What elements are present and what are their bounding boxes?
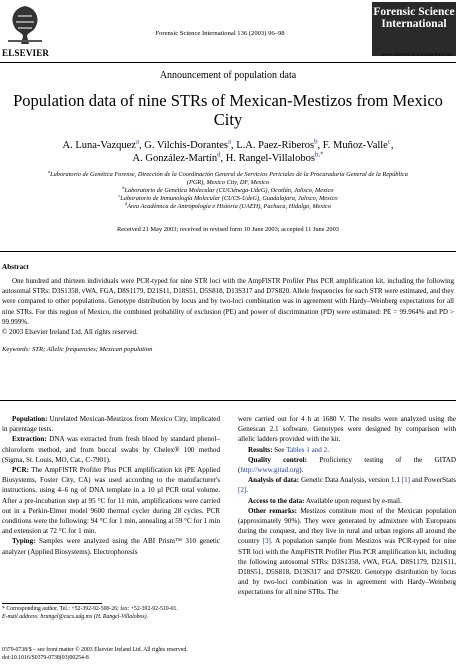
section-results: Results: See Tables 1 and 2. — [248, 445, 329, 454]
reference-link[interactable]: [2] — [238, 486, 247, 495]
author-name: A. Luna-Vazquez — [62, 140, 136, 151]
authors: A. Luna-Vazquez$^a$, G. Vilchis-Dorantes$^a$, L.A. Paez-Riberos$^b$, F. Muñoz-Valle$^c$, A. González-Martín$^d$, H. Rangel-Villalobos$^{b,*}$ — [62, 138, 394, 164]
journal-citation: Forensic Science International 136 (2003) 96–98 — [155, 30, 285, 37]
body-left-column — [2, 414, 220, 557]
author-name: , H. Rangel-Villalobos — [220, 153, 315, 164]
article-type: Announcement of population data — [159, 70, 297, 81]
reference-link[interactable]: [3] — [262, 537, 271, 546]
corresponding-author: * Corresponding author. Tel.: +52-392-92-500-26; fax: +52-392-92-510-01. — [2, 606, 178, 612]
body-right-column — [238, 414, 456, 598]
abstract-bottom-rule — [0, 400, 456, 401]
author-name: A. González-Martín — [132, 153, 218, 164]
author-mark[interactable]: a — [227, 138, 232, 146]
affiliation-item: $^a$Laboratorio de Genética Forense, Dirección de la Coordinación General de Servicios Periciales de la Procuraduría General de la República (PGR), Mexico City, DF, Mexico — [48, 168, 408, 186]
section-quality-control: Quality control: Proficiency testing of the GITAD (http://www.gitad.org). — [238, 455, 456, 475]
publisher-name: ELSEVIER — [2, 48, 50, 58]
abstract-body — [2, 276, 454, 337]
issn-line: 0379-0738/$ – see front matter © 2003 Elsevier Ireland Ltd. All rights reserved. — [2, 647, 188, 653]
section-extraction: Extraction: DNA was extracted from fresh blood by standard phenol–chloroform method, and from buccal swabs by Chelex® 100 method (Sigma, St. Louis, MO, Cat., C-7901). — [2, 435, 220, 464]
author-mark[interactable]: b,* — [314, 151, 324, 159]
section-population: Population: Unrelated Mexican-Mestizos from Mexico City, implicated in parentage tests. — [2, 415, 220, 434]
affiliations — [40, 168, 416, 211]
footnote-rule — [2, 603, 102, 604]
gitad-link[interactable]: http://www.gitad.org — [240, 466, 300, 475]
keywords: Keywords: STR; Allelic frequencies; Mexican population — [2, 346, 153, 353]
journal-url[interactable]: www.elsevier.com/locate/forsciint — [381, 52, 452, 58]
front-matter — [2, 646, 454, 662]
author-mark[interactable]: d — [217, 151, 221, 159]
section-remarks: Other remarks: Mestizos constitute most of the Mexican population (approximately 90%). They were generated by admixture with Europeans during the conquest, and they live in rural and urban regions all around the country [3]. A population sample from Mestizos was PCR-typed for nine STR loci with the AmpFlSTR Profiler Plus PCR amplification kit, including the following autosomal STRs: D3S1358, vWA, FGA, D8S1179, D21S11, D18S51, D5S818, D13S317 and D7S820. Genotype distribution by locus and by two-loci combination was in agreement with Hardy–Weinberg expectations for all nine STRs. The — [238, 506, 456, 597]
author-mark[interactable]: b — [314, 138, 318, 146]
author-mark[interactable]: c — [387, 138, 391, 146]
section-pcr: PCR: The AmpFlSTR Profiler Plus PCR amplification kit (PE Applied Biosystems, Foster City, CA) was used according to the manufacturer's instructions, using 4–6 ng of DNA template in a 10 μl PCR total volume. After a pre-incubation step at 95 °C for 11 min, amplifications were carried out in a Perkin-Elmer model 9600 thermal cycler during 28 cycles. PCR conditions were the following: 94 °C for 1 min, annealing at 59 °C for 1 min and extension at 72 °C for 1 min. — [2, 466, 220, 536]
abstract-heading: Abstract — [2, 263, 29, 271]
affiliation-item: $^b$Laboratorio de Genética Molecular (CUCiénega-UdeG), Ocotlán, Jalisco, Mexico — [122, 184, 334, 194]
author-mark[interactable]: a — [135, 138, 139, 146]
article-title: Population data of nine STRs of Mexican-Mestizos from Mexico City — [13, 91, 443, 129]
header-rule — [0, 62, 456, 63]
copyright: © 2003 Elsevier Ireland Ltd. All rights reserved. — [2, 328, 138, 337]
affiliation-item: $^d$Área Académica de Antropología e Historia (UAEH), Pachuca, Hidalgo, Mexico — [125, 200, 331, 210]
paragraph-continued: were carried out for 4 h at 1680 V. The results were analyzed using the Genescan 2.1 software. Genotypes were designed by comparison with allelic ladders provided with the kit. — [238, 415, 456, 444]
tables-link[interactable]: Tables 1 and 2 — [286, 445, 328, 454]
elsevier-tree-logo — [6, 2, 44, 46]
section-analysis: Analysis of data: Genetic Data Analysis, version 1.1 [1] and PowerStats [2]. — [238, 476, 456, 495]
journal-title: Forensic Science International — [373, 6, 455, 30]
section-typing: Typing: Samples were analyzed using the ABI Prism™ 310 genetic analyzer (Applied Biosystems). Electrophoresis — [2, 537, 220, 556]
received-dates: Received 21 May 2003; received in revised form 10 June 2003; accepted 11 June 2003 — [117, 226, 339, 233]
journal-cover — [372, 2, 456, 56]
abstract-text: One hundred and thirteen individuals were PCR-typed for nine STR loci with the AmpFlSTR Profiler Plus PCR amplification kit, including the following autosomal STRs: D3S1358, vWA, FGA, D8S1179, D21S11, D18S51, D5S818, D13S317 and D7S820. Allele frequencies for each STR were estimated, and they were compared to other populations. Genotype distribution by locus and by two-loci combination was in agreement with Hardy–Weinberg expectations for all nine STRs. For this region of Mexico, the combined probability of exclusion (PE) and power of discrimination (PD) were estimated: PE = 99.964% and PD > 99.999%. — [2, 277, 454, 326]
author-name: , L.A. Paez-Riberos — [231, 140, 315, 151]
author-name: , F. Muñoz-Valle — [317, 140, 388, 151]
footnote — [2, 605, 230, 621]
affiliation-item: $^c$Laboratorio de Inmunología Molecular (CUCS-UdeG), Guadalajara, Jalisco, Mexico — [118, 192, 338, 202]
email-address[interactable]: E-mail address: hrangel@cucs.udg.mx (H. Rangel-Villalobos). — [2, 614, 149, 620]
doi-line[interactable]: doi:10.1016/S0379-0738(03)00254-8 — [2, 655, 89, 661]
section-access: Access to the data: Available upon request by e-mail. — [248, 496, 402, 505]
reference-link[interactable]: [1] — [401, 476, 411, 485]
abstract-top-rule — [0, 251, 456, 252]
author-name: , G. Vilchis-Dorantes — [138, 140, 228, 151]
